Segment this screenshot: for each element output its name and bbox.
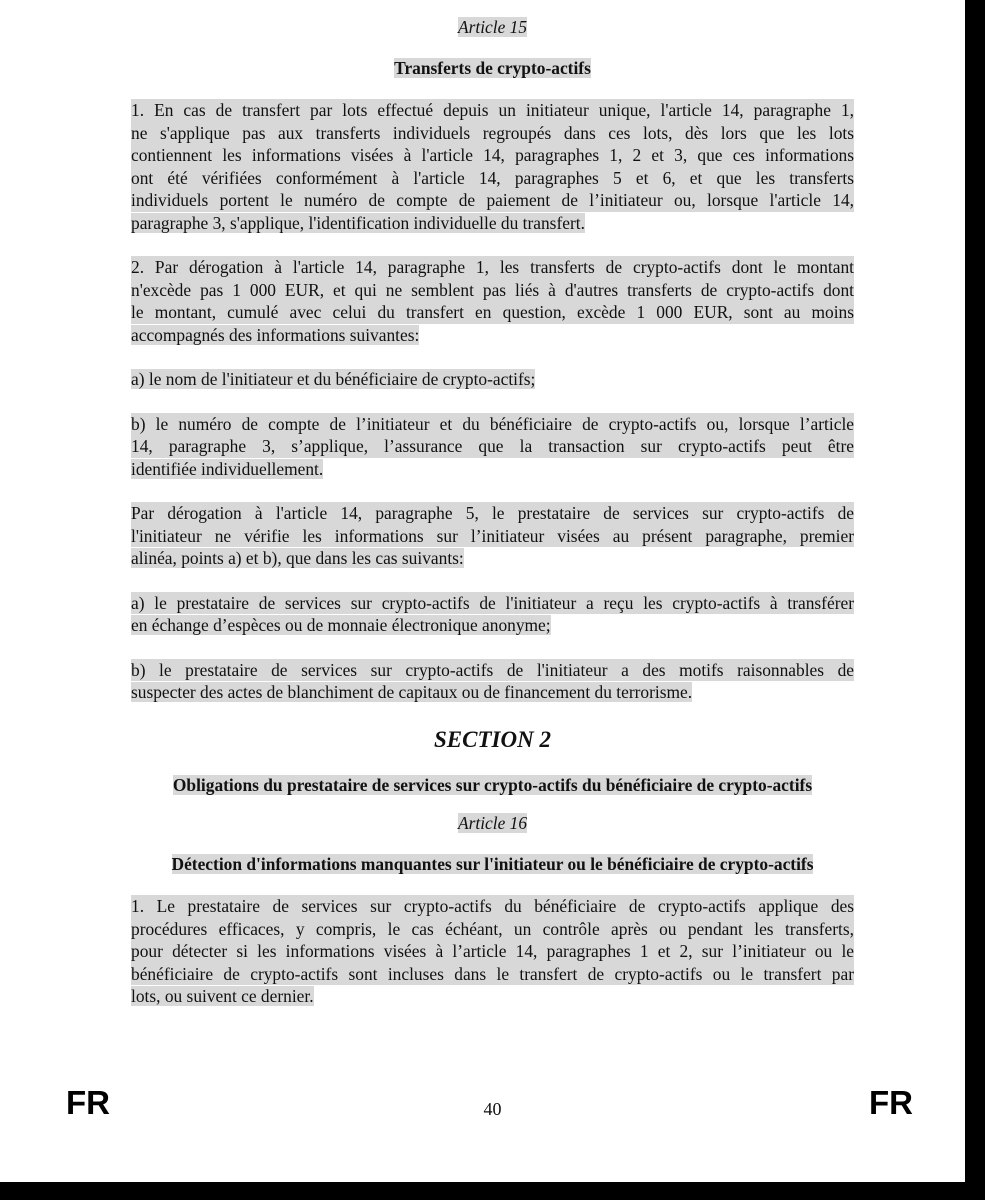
text-line: individuels portent le numéro de compte de paiement de l’initiateur ou, lorsque l'article 14, — [131, 190, 854, 210]
article-15-title: Transferts de crypto-actifs — [394, 57, 591, 78]
text-line: accompagnés des informations suivantes: — [131, 324, 420, 345]
section-2-heading: SECTION 2 — [434, 726, 551, 752]
article-15-paragraph-1 — [131, 99, 854, 234]
article-15-derogation-point-a — [131, 592, 854, 637]
text-line: b) le numéro de compte de l’initiateur et du bénéficiaire de crypto-actifs ou, lorsque l’article — [131, 413, 854, 434]
text-line: a) le nom de l'initiateur et du bénéficiaire de crypto-actifs; — [131, 369, 536, 389]
article-15-derogation-paragraph — [131, 502, 854, 570]
article-16-title: Détection d'informations manquantes sur l'initiateur ou le bénéficiaire de crypto-actifs — [171, 853, 814, 874]
text-line: contiennent les informations visées à l'article 14, paragraphes 1, 2 et 3, que ces informations — [131, 145, 854, 165]
article-15-paragraph-2 — [131, 256, 854, 346]
text-line: Par dérogation à l'article 14, paragraphe 5, le prestataire de services sur crypto-actifs de — [131, 503, 854, 523]
article-15-point-a — [131, 368, 854, 391]
text-line: procédures efficaces, y compris, le cas échéant, un contrôle après ou pendant les transferts, — [131, 918, 854, 939]
page-content — [131, 16, 854, 1030]
text-line: 1. Le prestataire de services sur crypto-actifs du bénéficiaire de crypto-actifs applique des — [131, 896, 854, 916]
article-16-paragraph-1 — [131, 895, 854, 1008]
text-line: 14, paragraphe 3, s’applique, l’assurance que la transaction sur crypto-actifs peut être — [131, 436, 854, 456]
footer-language-left: FR — [66, 1084, 110, 1121]
text-line: en échange d’espèces ou de monnaie électronique anonyme; — [131, 615, 551, 635]
text-line: bénéficiaire de crypto-actifs sont incluses dans le transfert de crypto-actifs ou le transfert par — [131, 963, 854, 984]
text-line: pour détecter si les informations visées à l’article 14, paragraphes 1 et 2, sur l’initiateur ou le — [131, 941, 854, 961]
text-line: lots, ou suivent ce dernier. — [131, 986, 314, 1006]
page-number: 40 — [483, 1099, 502, 1119]
text-line: ont été vérifiées conformément à l'article 14, paragraphes 5 et 6, et que les transferts — [131, 167, 854, 188]
article-15-derogation-point-b — [131, 659, 854, 704]
text-line: alinéa, points a) et b), que dans les cas suivants: — [131, 548, 464, 568]
article-15-label: Article 15 — [457, 17, 528, 37]
text-line: ne s'applique pas aux transferts individuels regroupés dans ces lots, dès lors que les lots — [131, 122, 854, 143]
text-line: a) le prestataire de services sur crypto-actifs de l'initiateur a reçu les crypto-actifs à transférer — [131, 592, 854, 613]
article-15-point-b — [131, 413, 854, 481]
text-line: b) le prestataire de services sur crypto-actifs de l'initiateur a des motifs raisonnables de — [131, 659, 854, 680]
section-2-title: Obligations du prestataire de services sur crypto-actifs du bénéficiaire de crypto-actifs — [172, 774, 813, 795]
article-16-label: Article 16 — [457, 813, 528, 833]
text-line: l'initiateur ne vérifie les informations sur l’initiateur visées au présent paragraphe, premier — [131, 525, 854, 546]
text-line: le montant, cumulé avec celui du transfert en question, excède 1 000 EUR, sont au moins — [131, 302, 854, 322]
text-line: 1. En cas de transfert par lots effectué depuis un initiateur unique, l'article 14, paragraphe 1, — [131, 100, 854, 120]
text-line: 2. Par dérogation à l'article 14, paragraphe 1, les transferts de crypto-actifs dont le montant — [131, 257, 854, 277]
text-line: identifiée individuellement. — [131, 458, 324, 479]
text-line: suspecter des actes de blanchiment de capitaux ou de financement du terrorisme. — [131, 682, 693, 702]
text-line: n'excède pas 1 000 EUR, et qui ne semblent pas liés à d'autres transferts de crypto-actifs dont — [131, 279, 854, 300]
text-line: paragraphe 3, s'applique, l'identification individuelle du transfert. — [131, 212, 585, 233]
footer-language-right: FR — [869, 1084, 913, 1121]
